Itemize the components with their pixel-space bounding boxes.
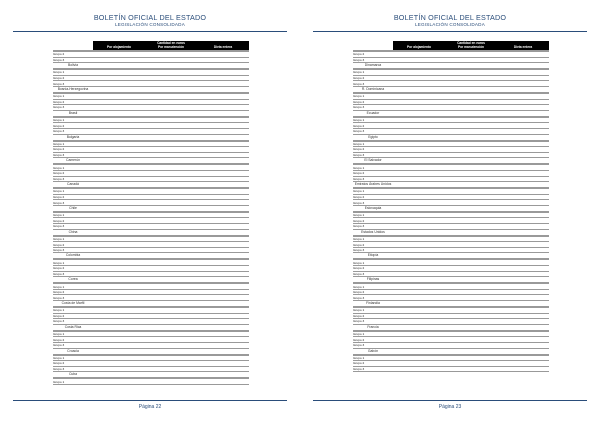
group-label: Grupo 2: [353, 147, 365, 152]
table-row: [353, 93, 549, 100]
group-label: Grupo 1: [353, 236, 365, 241]
country-group: [353, 87, 549, 111]
group-label: Grupo 1: [353, 355, 365, 360]
header-rule: [313, 31, 587, 32]
group-label: Grupo 3: [353, 271, 365, 276]
country-group: [53, 349, 249, 373]
group-label: Grupo 2: [53, 337, 65, 342]
col-header-manutencion: Por manutención: [457, 45, 485, 49]
left-page: [5, 0, 295, 424]
group-label: Grupo 2: [53, 171, 65, 176]
country-name: Bolivia: [68, 63, 78, 68]
table-row: [53, 259, 249, 266]
country-group: [53, 253, 249, 277]
country-name: China: [68, 229, 78, 234]
group-label: Grupo 2: [53, 52, 65, 57]
table-row: [353, 69, 549, 76]
country-name: Corea: [68, 277, 78, 282]
country-name: Ecuador: [366, 110, 380, 115]
group-label: Grupo 3: [53, 176, 65, 181]
group-label: Grupo 2: [53, 194, 65, 199]
table-row: [353, 355, 549, 362]
group-label: Grupo 3: [353, 153, 365, 158]
country-name: Egipto: [368, 134, 378, 139]
group-label: Grupo 2: [353, 76, 365, 81]
group-label: Grupo 3: [53, 343, 65, 348]
group-label: Grupo 2: [53, 242, 65, 247]
country-name: Costa de Marfil: [61, 301, 85, 305]
country-name: El Salvador: [364, 158, 382, 163]
group-label: Grupo 2: [353, 99, 365, 104]
group-label: Grupo 2: [53, 123, 65, 128]
col-header-alojamiento: Por alojamiento: [107, 45, 131, 49]
table-row: [353, 367, 549, 373]
group-label: Grupo 2: [353, 313, 365, 318]
country-group: [53, 182, 249, 206]
country-group: [53, 230, 249, 254]
group-label: Grupo 3: [353, 224, 365, 229]
group-label: Grupo 1: [53, 141, 65, 146]
col-header-dieta: Dieta entera: [513, 45, 533, 49]
group-label: Grupo 1: [53, 118, 65, 123]
table-row: [53, 117, 249, 124]
group-label: Grupo 1: [53, 213, 65, 218]
group-label: Grupo 1: [353, 332, 365, 337]
group-label: Grupo 1: [53, 94, 65, 99]
col-header-alojamiento: Por alojamiento: [407, 45, 431, 49]
group-label: Grupo 3: [353, 81, 365, 86]
table-header: [93, 41, 249, 50]
table-row: [353, 307, 549, 314]
right-page: [305, 0, 595, 424]
country-group: [53, 63, 249, 87]
group-label: Grupo 3: [53, 224, 65, 229]
country-name: Bosnia-Herzegovina: [57, 86, 89, 91]
table-row: [353, 212, 549, 219]
page-header: [5, 14, 295, 28]
group-label: Grupo 2: [353, 290, 365, 295]
footer-rule: [313, 400, 587, 401]
group-label: Grupo 3: [53, 105, 65, 110]
col-header-dieta: Dieta entera: [213, 45, 233, 49]
group-label: Grupo 2: [353, 123, 365, 128]
group-label: Grupo 3: [353, 200, 365, 205]
group-label: Grupo 2: [353, 361, 365, 366]
country-group: [353, 277, 549, 301]
page-number: Página 23: [438, 404, 462, 410]
country-name: Estados Unidos: [361, 229, 385, 234]
country-name: Costa Rica: [64, 324, 82, 329]
country-group: [353, 63, 549, 87]
table-row: [353, 117, 549, 124]
country-group: [353, 206, 549, 230]
table-row: [53, 236, 249, 243]
group-label: Grupo 3: [353, 129, 365, 134]
country-group: [53, 206, 249, 230]
footer-rule: [13, 400, 287, 401]
group-label: Grupo 1: [353, 94, 365, 99]
group-label: Grupo 1: [353, 260, 365, 265]
country-group: [353, 230, 549, 254]
country-group: [53, 158, 249, 182]
group-label: Grupo 3: [53, 200, 65, 205]
group-label: Grupo 1: [53, 308, 65, 313]
group-label: Grupo 2: [53, 76, 65, 81]
header-title: BOLETÍN OFICIAL DEL ESTADO: [393, 13, 507, 22]
table-row: [353, 141, 549, 148]
group-label: Grupo 2: [353, 171, 365, 176]
country-name: Brasil: [68, 110, 78, 115]
group-label: Grupo 1: [353, 308, 365, 313]
table-row: [53, 355, 249, 362]
group-label: Grupo 1: [53, 70, 65, 75]
table-row: [353, 164, 549, 171]
group-label: Grupo 1: [53, 236, 65, 241]
header-title: BOLETÍN OFICIAL DEL ESTADO: [93, 13, 207, 22]
table-header: [393, 41, 549, 50]
group-label: Grupo 2: [353, 337, 365, 342]
group-label: Grupo 2: [353, 218, 365, 223]
table-row: [53, 93, 249, 100]
country-name: Filipinas: [366, 277, 380, 282]
group-label: Grupo 2: [53, 290, 65, 295]
group-label: Grupo 1: [53, 355, 65, 360]
group-label: Grupo 2: [53, 361, 65, 366]
group-label: Grupo 1: [53, 165, 65, 170]
country-group: [353, 182, 549, 206]
table-row: [53, 283, 249, 290]
group-label: Grupo 1: [53, 189, 65, 194]
table-row: [53, 188, 249, 195]
page-header: [305, 14, 595, 28]
group-label: Grupo 3: [53, 271, 65, 276]
country-name: Finlandia: [366, 301, 380, 305]
group-label: Grupo 3: [353, 57, 365, 62]
col-header-manutencion: Por manutención: [157, 45, 185, 49]
group-label: Grupo 2: [353, 266, 365, 271]
table-header-title: Cantidad en euros: [157, 41, 185, 45]
table-row: [53, 212, 249, 219]
table-row: [53, 51, 249, 58]
group-label: Grupo 3: [53, 367, 65, 372]
group-label: Grupo 2: [53, 147, 65, 152]
table-row: [53, 378, 249, 385]
country-name: Gabón: [367, 348, 379, 353]
country-group: [353, 349, 549, 373]
group-label: Grupo 1: [353, 165, 365, 170]
group-label: Grupo 3: [53, 81, 65, 86]
country-group: [53, 325, 249, 349]
country-name: Croacia: [67, 348, 79, 353]
group-label: Grupo 2: [353, 242, 365, 247]
group-label: Grupo 3: [53, 57, 65, 62]
country-name: Bulgaria: [66, 134, 80, 139]
group-label: Grupo 1: [53, 332, 65, 337]
group-label: Grupo 3: [53, 319, 65, 324]
group-label: Grupo 3: [353, 319, 365, 324]
table-row: [353, 259, 549, 266]
country-name: Camerún: [66, 158, 80, 163]
group-label: Grupo 3: [353, 248, 365, 253]
table-row: [353, 51, 549, 58]
group-label: Grupo 1: [53, 284, 65, 289]
table-row: [353, 236, 549, 243]
table-header-title: Cantidad en euros: [457, 41, 485, 45]
group-label: Grupo 3: [353, 176, 365, 181]
country-group: [53, 135, 249, 159]
country-group: [53, 87, 249, 111]
country-group: [53, 277, 249, 301]
group-label: Grupo 1: [353, 213, 365, 218]
table-row: [53, 307, 249, 314]
group-label: Grupo 1: [353, 284, 365, 289]
page-number: Página 22: [138, 404, 162, 410]
country-name: R. Dominicana: [361, 86, 385, 91]
group-label: Grupo 3: [353, 105, 365, 110]
table-row: [353, 283, 549, 290]
group-label: Grupo 3: [353, 367, 365, 372]
country-name: Dinamarca: [364, 63, 382, 68]
country-group: [53, 50, 249, 63]
group-label: Grupo 2: [53, 266, 65, 271]
group-label: Grupo 3: [53, 248, 65, 253]
country-group: [53, 301, 249, 325]
country-name: Emiratos Árabes Unidos: [354, 182, 392, 187]
country-name: Eslovaquia: [364, 205, 382, 210]
group-label: Grupo 1: [353, 70, 365, 75]
country-name: Etiopía: [367, 253, 379, 258]
country-group: [353, 301, 549, 325]
country-name: Chile: [69, 205, 77, 210]
country-group: [353, 111, 549, 135]
header-subtitle: LEGISLACIÓN CONSOLIDADA: [415, 22, 485, 27]
group-label: Grupo 2: [53, 313, 65, 318]
header-rule: [13, 31, 287, 32]
country-name: Colombia: [65, 253, 81, 258]
allowance-table: [53, 41, 249, 385]
table-row: [353, 331, 549, 338]
group-label: Grupo 2: [353, 52, 365, 57]
header-subtitle: LEGISLACIÓN CONSOLIDADA: [115, 22, 185, 27]
table-row: [53, 69, 249, 76]
country-name: Cuba: [68, 372, 78, 377]
group-label: Grupo 2: [353, 194, 365, 199]
group-label: Grupo 2: [53, 99, 65, 104]
group-label: Grupo 1: [353, 189, 365, 194]
country-name: Canadá: [67, 182, 79, 187]
group-label: Grupo 2: [53, 218, 65, 223]
group-label: Grupo 1: [53, 260, 65, 265]
country-name: Francia: [367, 324, 379, 329]
table-row: [53, 141, 249, 148]
allowance-table: [353, 41, 549, 372]
group-label: Grupo 3: [353, 295, 365, 300]
table-row: [53, 164, 249, 171]
country-group: [53, 111, 249, 135]
country-group: [353, 325, 549, 349]
table-row: [353, 188, 549, 195]
group-label: Grupo 1: [53, 379, 65, 384]
country-group: [53, 372, 249, 385]
country-group: [353, 135, 549, 159]
group-label: Grupo 1: [353, 141, 365, 146]
group-label: Grupo 3: [53, 129, 65, 134]
country-group: [353, 158, 549, 182]
country-group: [353, 50, 549, 63]
group-label: Grupo 3: [53, 153, 65, 158]
table-row: [53, 331, 249, 338]
group-label: Grupo 1: [353, 118, 365, 123]
group-label: Grupo 3: [353, 343, 365, 348]
country-group: [353, 253, 549, 277]
group-label: Grupo 3: [53, 295, 65, 300]
